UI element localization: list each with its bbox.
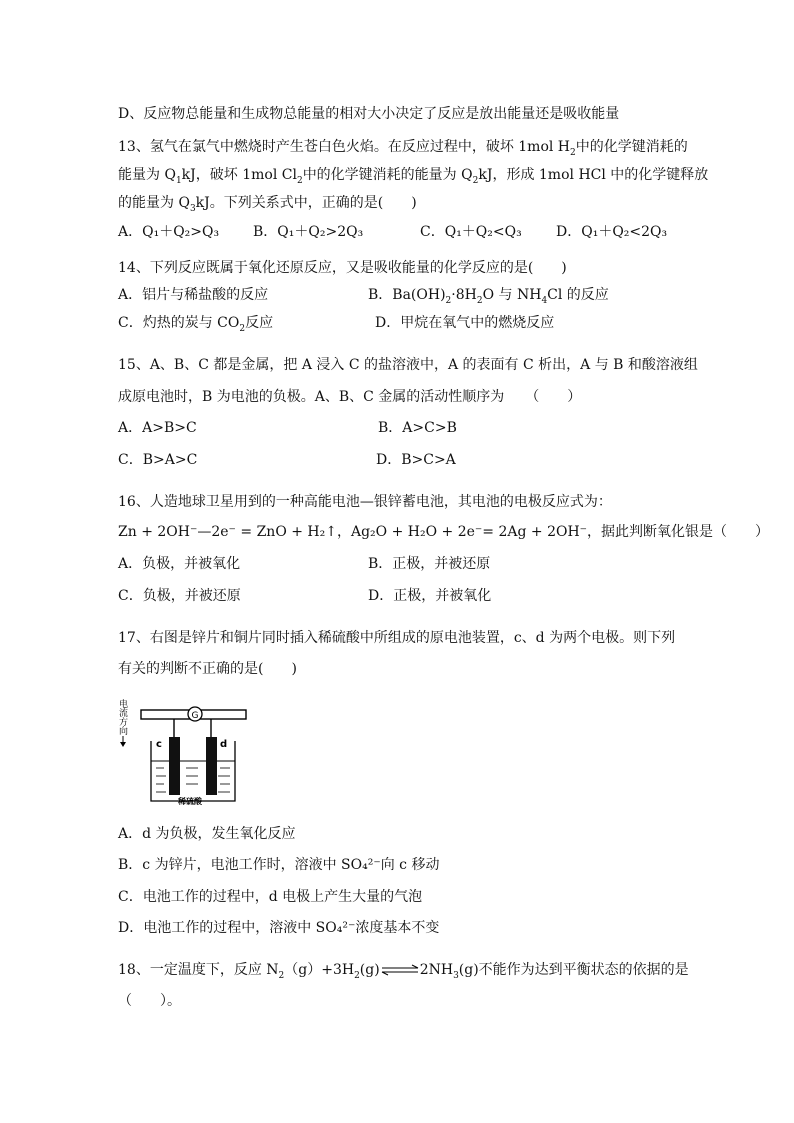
liquid-hatch xyxy=(156,768,230,792)
q15-option-b[interactable]: B．A>C>B xyxy=(378,420,457,436)
q18-stem-text: （g）+3H xyxy=(284,962,355,978)
electrode-c xyxy=(169,737,180,795)
q17-option-c[interactable]: C．电池工作的过程中，d 电极上产生大量的气泡 xyxy=(118,889,423,905)
q18-stem-line2: （ ）。 xyxy=(118,993,181,1009)
q13-stem-text: 13、氢气在氯气中燃烧时产生苍白色火焰。在反应过程中，破坏 1mol H xyxy=(118,139,571,155)
q13-stem-line2 xyxy=(118,166,708,190)
solution-label: 稀硫酸 xyxy=(178,797,202,806)
q16-option-a[interactable]: A．负极，并被氧化 xyxy=(118,556,241,572)
option-text: B．Ba(OH) xyxy=(368,287,446,303)
q17-option-b[interactable]: B．c 为锌片，电池工作时，溶液中 SO₄²⁻向 c 移动 xyxy=(118,857,440,873)
q18-stem-line1 xyxy=(118,961,689,985)
q14-option-c[interactable] xyxy=(118,314,273,338)
q13-stem-text: 中的化学键消耗的能量为 Q xyxy=(302,167,473,183)
subscript: 2 xyxy=(476,295,483,306)
galvanic-cell-svg xyxy=(118,697,268,809)
subscript: 2 xyxy=(239,323,246,334)
q13-stem-text: kJ。下列关系式中，正确的是( ) xyxy=(195,195,417,211)
subscript: 4 xyxy=(541,295,548,306)
q12-option-d: D、反应物总能量和生成物总能量的相对大小决定了反应是放出能量还是吸收能量 xyxy=(118,106,620,122)
q15-option-d[interactable]: D．B>C>A xyxy=(376,452,456,468)
q13-stem-text: 中的化学键消耗的 xyxy=(575,139,688,155)
galvanometer-label: G xyxy=(191,711,199,721)
subscript: 2 xyxy=(354,970,360,981)
q16-stem-line2: Zn + 2OH⁻—2e⁻ = ZnO + H₂↑，Ag₂O + H₂O + 2e⁻= 2Ag + 2OH⁻，据此判断氧化银是（ ） xyxy=(118,524,770,540)
q17-option-d[interactable]: D．电池工作的过程中，溶液中 SO₄²⁻浓度基本不变 xyxy=(118,920,440,936)
electrode-c-label: c xyxy=(156,739,162,750)
option-text: ·8H xyxy=(451,287,477,303)
subscript: 1 xyxy=(175,175,182,186)
q18-stem-text: 18、一定温度下，反应 N xyxy=(118,962,279,978)
q13-option-a[interactable]: A．Q₁＋Q₂>Q₃ xyxy=(118,224,220,240)
subscript: 2 xyxy=(570,147,576,158)
q15-option-c[interactable]: C．B>A>C xyxy=(118,452,198,468)
q16-stem-line1: 16、人造地球卫星用到的一种高能电池—银锌蓄电池，其电池的电极反应式为： xyxy=(118,494,612,510)
option-text: C．灼热的炭与 CO xyxy=(118,315,240,331)
q13-stem-text: kJ，形成 1mol HCl 中的化学键释放 xyxy=(478,167,709,183)
q18-stem-text: (g) xyxy=(359,962,380,978)
q13-stem-text: 的能量为 Q xyxy=(118,195,190,211)
q17-option-a[interactable]: A．d 为负极，发生氧化反应 xyxy=(118,826,296,842)
q13-stem-text: kJ，破坏 1mol Cl xyxy=(181,167,297,183)
q14-option-d[interactable]: D．甲烷在氧气中的燃烧反应 xyxy=(375,315,555,331)
option-text: Cl 的反应 xyxy=(547,287,609,303)
side-label-char: 方 xyxy=(119,718,129,728)
q13-option-c[interactable]: C．Q₁＋Q₂<Q₃ xyxy=(420,224,522,240)
q13-stem-line3 xyxy=(118,194,417,218)
option-text: 反应 xyxy=(245,315,274,331)
equilibrium-arrow-icon xyxy=(380,964,420,976)
galvanic-cell-diagram xyxy=(118,697,268,809)
q14-option-b[interactable] xyxy=(368,286,609,310)
side-label-char: 电 xyxy=(119,700,129,710)
subscript: 2 xyxy=(278,970,285,981)
q14-option-a[interactable]: A．铝片与稀盐酸的反应 xyxy=(118,287,269,303)
q18-stem-text: 2NH xyxy=(419,962,454,978)
q16-option-c[interactable]: C．负极，并被还原 xyxy=(118,588,241,604)
q13-option-b[interactable]: B．Q₁＋Q₂>2Q₃ xyxy=(253,224,364,240)
q15-stem-line2: 成原电池时，B 为电池的负极。A、B、C 金属的活动性顺序为 （ ） xyxy=(118,389,582,405)
q13-stem-text: 能量为 Q xyxy=(118,167,176,183)
current-arrow-head xyxy=(120,742,126,747)
subscript: 2 xyxy=(472,175,479,186)
subscript: 2 xyxy=(296,175,303,186)
q15-option-a[interactable]: A．A>B>C xyxy=(118,420,197,436)
electrode-d-label: d xyxy=(220,739,228,750)
q18-stem-text: (g)不能作为达到平衡状态的依据的是 xyxy=(458,962,689,978)
q14-stem: 14、下列反应既属于氧化还原反应，又是吸收能量的化学反应的是( ) xyxy=(118,260,567,276)
q17-stem-line1: 17、右图是锌片和铜片同时插入稀硫酸中所组成的原电池装置，c、d 为两个电极。则下列 xyxy=(118,630,676,646)
q13-stem-line1 xyxy=(118,138,688,162)
subscript: 3 xyxy=(189,203,196,214)
subscript: 2 xyxy=(445,295,452,306)
side-label-char: 向 xyxy=(119,727,129,737)
q16-option-d[interactable]: D．正极，并被氧化 xyxy=(368,588,492,604)
option-text: O 与 NH xyxy=(482,287,542,303)
q16-option-b[interactable]: B．正极，并被还原 xyxy=(368,556,491,572)
side-label-char: 流 xyxy=(119,709,129,719)
q15-stem-line1: 15、A、B、C 都是金属，把 A 浸入 C 的盐溶液中，A 的表面有 C 析出，A 与 B 和酸溶液组 xyxy=(118,357,698,373)
q17-stem-line2: 有关的判断不正确的是( ) xyxy=(118,661,297,677)
electrode-d xyxy=(206,737,217,795)
subscript: 3 xyxy=(453,970,459,981)
q13-option-d[interactable]: D．Q₁＋Q₂<2Q₃ xyxy=(556,224,668,240)
